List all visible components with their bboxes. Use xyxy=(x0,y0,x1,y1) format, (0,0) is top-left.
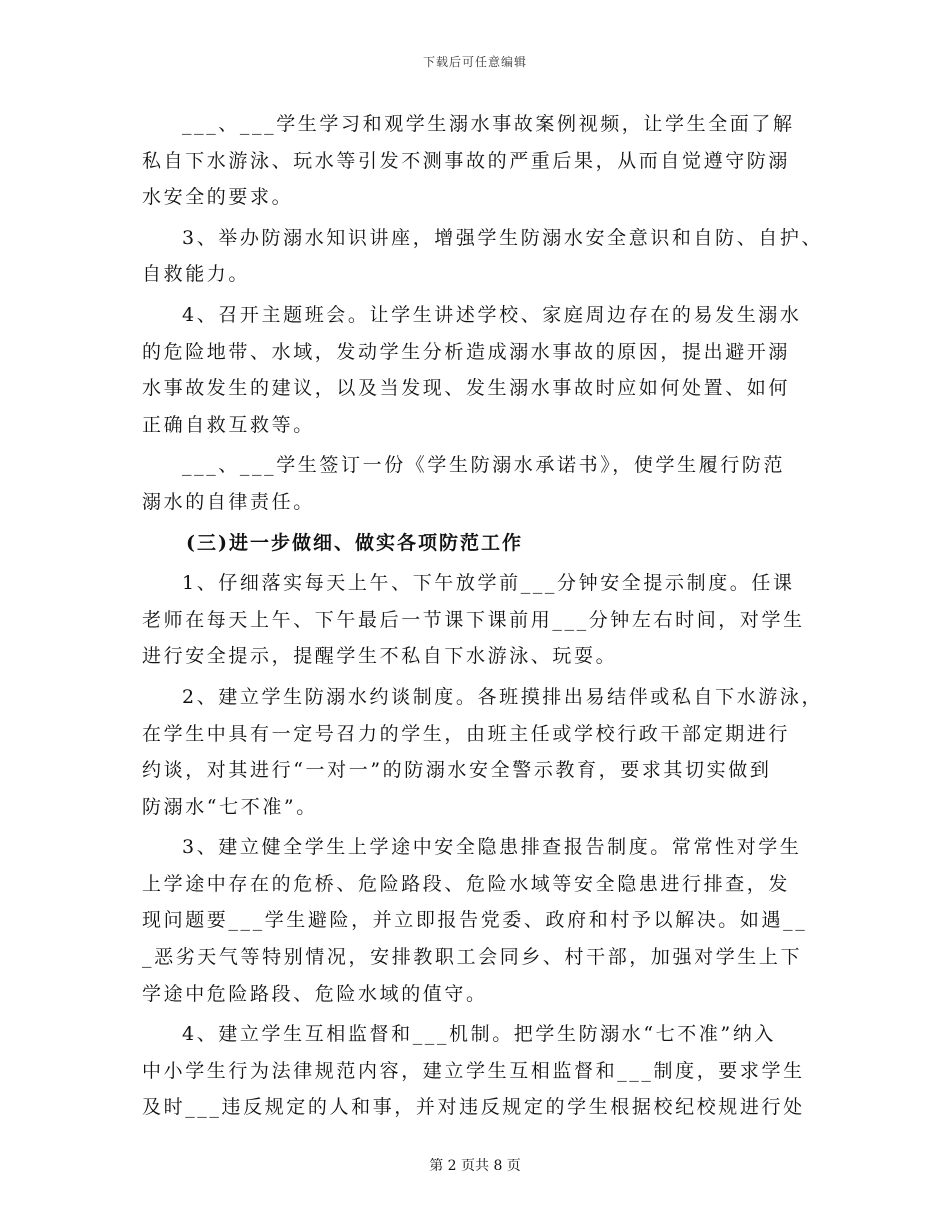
paragraph-line: 上学途中存在的危桥、危险路段、危险水域等安全隐患进行排查，发 xyxy=(142,872,791,895)
section-heading: (三)进一步做细、做实各项防范工作 xyxy=(186,531,523,554)
page-header: 下载后可任意编辑 xyxy=(422,55,527,69)
paragraph-line: 的危险地带、水域，发动学生分析造成溺水事故的原因，提出避开溺 xyxy=(142,340,791,363)
paragraph-line: 3、建立健全学生上学途中安全隐患排查报告制度。常常性对学生 xyxy=(182,836,802,859)
paragraph-line: 2、建立学生防溺水约谈制度。各班摸排出易结伴或私自下水游泳， xyxy=(182,685,824,708)
paragraph-line: 3、举办防溺水知识讲座，增强学生防溺水安全意识和自防、自护、 xyxy=(182,226,824,249)
paragraph-line: 在学生中具有一定号召力的学生，由班主任或学校行政干部定期进行 xyxy=(142,722,791,745)
paragraph-line: 正确自救互救等。 xyxy=(142,413,315,436)
paragraph-line: 溺水的自律责任。 xyxy=(142,490,315,513)
paragraph-line: 水事故发生的建议，以及当发现、发生溺水事故时应如何处置、如何 xyxy=(142,377,791,400)
paragraph-line: 水安全的要求。 xyxy=(142,186,294,209)
paragraph-line: 1、仔细落实每天上午、下午放学前___分钟安全提示制度。任课 xyxy=(182,572,795,595)
document-body xyxy=(142,106,822,1126)
paragraph-line: 现问题要___学生避险，并立即报告党委、政府和村予以解决。如遇__ xyxy=(142,909,808,932)
paragraph-line: 老师在每天上午、下午最后一节课下课前用___分钟左右时间，对学生 xyxy=(142,608,805,631)
paragraph-line: 私自下水游泳、玩水等引发不测事故的严重后果，从而自觉遵守防溺 xyxy=(142,149,791,172)
paragraph-line: 防溺水“七不准”。 xyxy=(142,795,318,818)
paragraph-line: 进行安全提示，提醒学生不私自下水游泳、玩耍。 xyxy=(142,645,618,668)
page-footer: 第 2 页共 8 页 xyxy=(429,1158,521,1174)
paragraph-line: ___、___学生学习和观学生溺水事故案例视频，让学生全面了解 xyxy=(182,113,795,135)
paragraph-line: 中小学生行为法律规范内容，建立学生互相监督和___制度，要求学生 xyxy=(142,1059,805,1082)
paragraph-line: 及时___违反规定的人和事，并对违反规定的学生根据校纪校规进行处 xyxy=(142,1096,805,1119)
paragraph-line: 学途中危险路段、危险水域的值守。 xyxy=(142,982,488,1005)
paragraph-line: 4、召开主题班会。让学生讲述学校、家庭周边存在的易发生溺水 xyxy=(182,303,802,326)
paragraph-line: 4、建立学生互相监督和___机制。把学生防溺水“七不准”纳入 xyxy=(182,1023,777,1046)
paragraph-line: _恶劣天气等特别情况，安排教职工会同乡、村干部，加强对学生上下 xyxy=(142,946,803,969)
paragraph-line: 自救能力。 xyxy=(142,263,251,286)
paragraph-line: ___、___学生签订一份《学生防溺水承诺书》，使学生履行防范 xyxy=(182,454,786,477)
paragraph-line: 约谈，对其进行“一对一”的防溺水安全警示教育，要求其切实做到 xyxy=(142,759,772,782)
